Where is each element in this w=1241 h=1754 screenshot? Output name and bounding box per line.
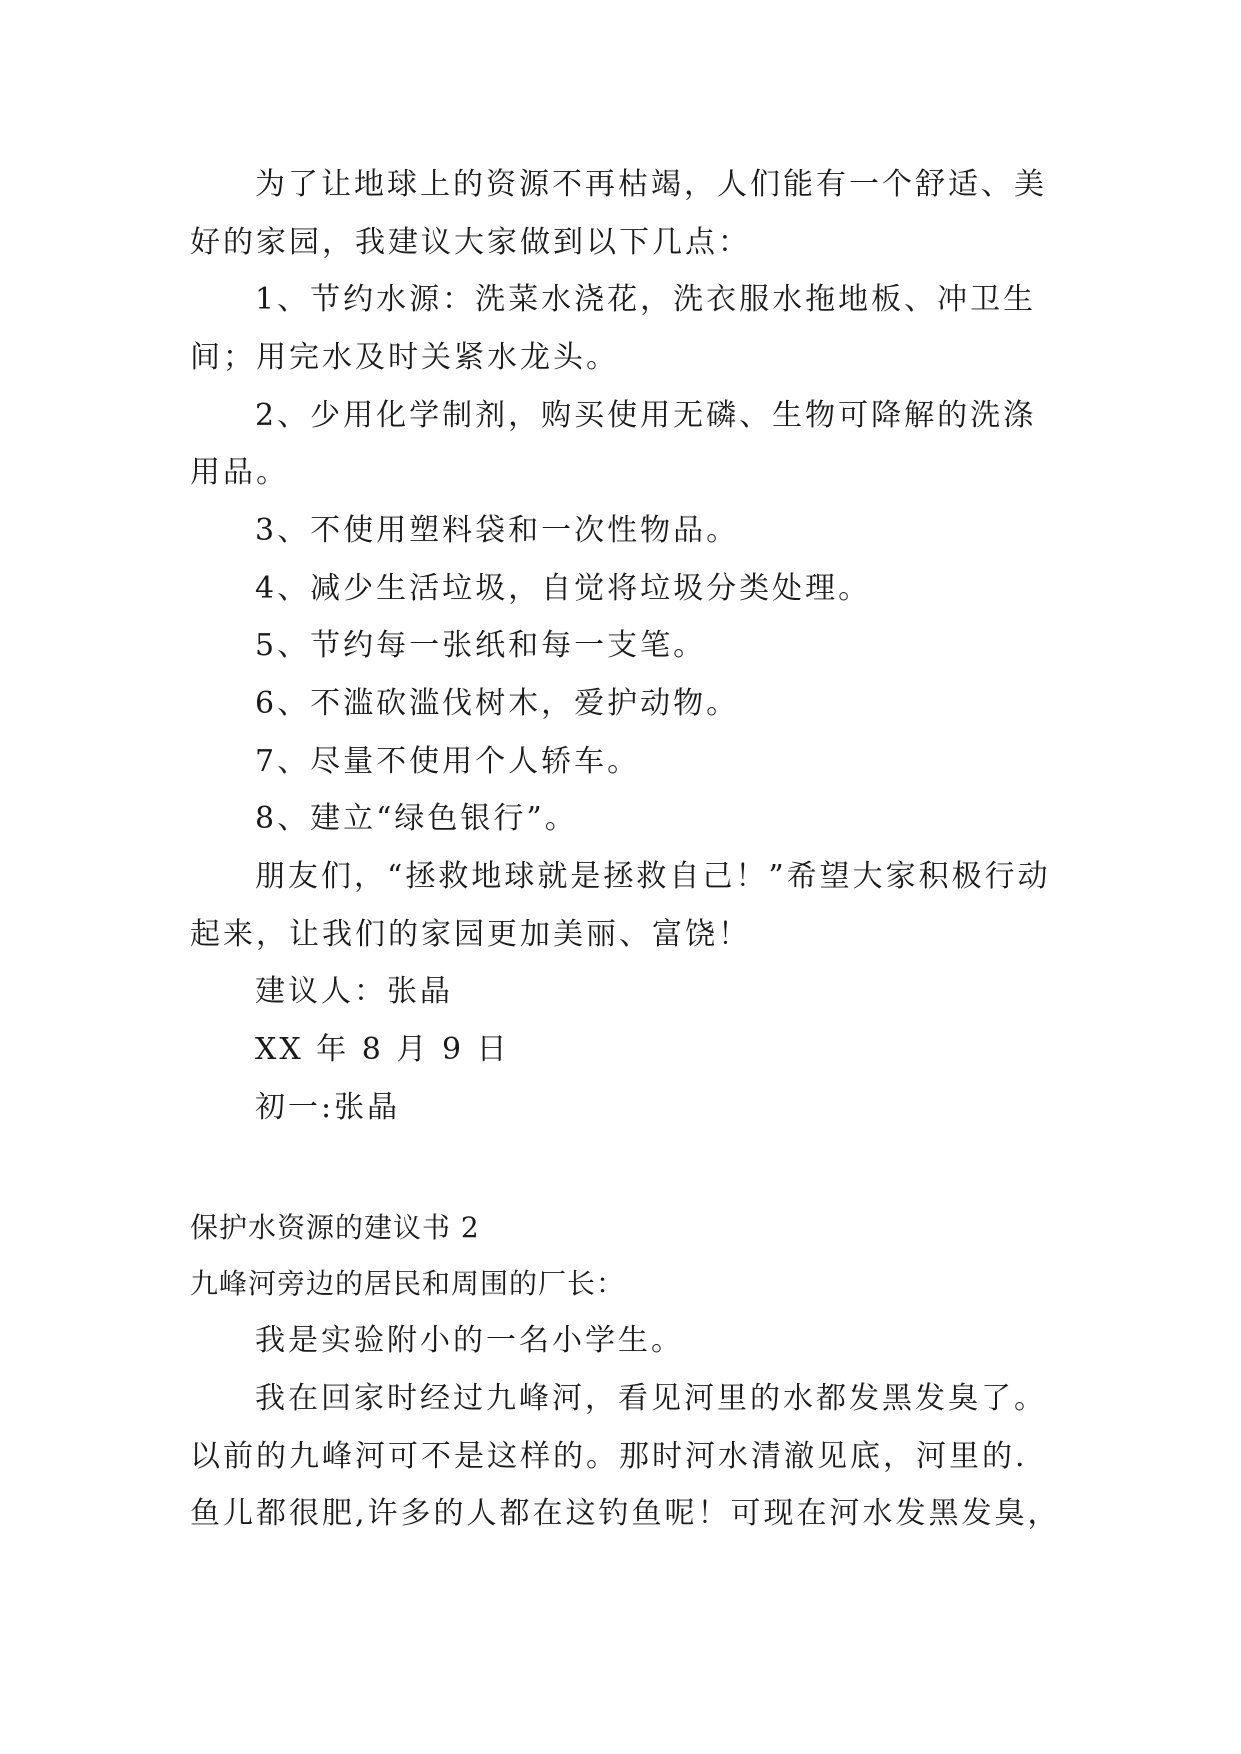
list-item-2-line-2: 用品。 — [190, 455, 289, 490]
paragraph-2-line-1: 我在回家时经过九峰河，看见河里的水都发黑发臭了。 — [255, 1381, 1047, 1416]
list-item-2-line-1: 2、少用化学制剂，购买使用无磷、生物可降解的洗涤 — [255, 398, 1037, 433]
list-item-8: 8、建立“绿色银行”。 — [255, 801, 578, 836]
intro-line-2: 好的家园，我建议大家做到以下几点： — [190, 225, 751, 260]
list-item-5: 5、节约每一张纸和每一支笔。 — [255, 628, 707, 663]
salutation: 九峰河旁边的居民和周围的厂长： — [190, 1267, 626, 1300]
list-item-1-line-1: 1、节约水源：洗菜水浇花，洗衣服水拖地板、冲卫生 — [255, 282, 1037, 317]
proposer-line: 建议人：张晶 — [255, 974, 453, 1009]
closing-line-2: 起来，让我们的家园更加美丽、富饶！ — [190, 917, 751, 952]
paragraph-2-line-2: 以前的九峰河可不是这样的。那时河水清澈见底，河里的. — [190, 1439, 1028, 1474]
section-title: 保护水资源的建议书 2 — [190, 1211, 480, 1244]
signature-line: 初一:张晶 — [255, 1090, 401, 1125]
list-item-6: 6、不滥砍滥伐树木，爱护动物。 — [255, 686, 740, 721]
date-line: XX 年 8 月 9 日 — [255, 1032, 510, 1067]
list-item-3: 3、不使用塑料袋和一次性物品。 — [255, 513, 740, 548]
paragraph-1: 我是实验附小的一名小学生。 — [255, 1323, 684, 1358]
intro-line-1: 为了让地球上的资源不再枯竭，人们能有一个舒适、美 — [255, 167, 1047, 202]
list-item-4: 4、减少生活垃圾，自觉将垃圾分类处理。 — [255, 571, 872, 606]
list-item-1-line-2: 间；用完水及时关紧水龙头。 — [190, 340, 619, 375]
closing-line-1: 朋友们，“拯救地球就是拯救自己！”希望大家积极行动 — [255, 859, 1051, 894]
paragraph-2-line-3: 鱼儿都很肥,许多的人都在这钓鱼呢！可现在河水发黑发臭， — [190, 1496, 1061, 1531]
list-item-7: 7、尽量不使用个人轿车。 — [255, 744, 641, 779]
